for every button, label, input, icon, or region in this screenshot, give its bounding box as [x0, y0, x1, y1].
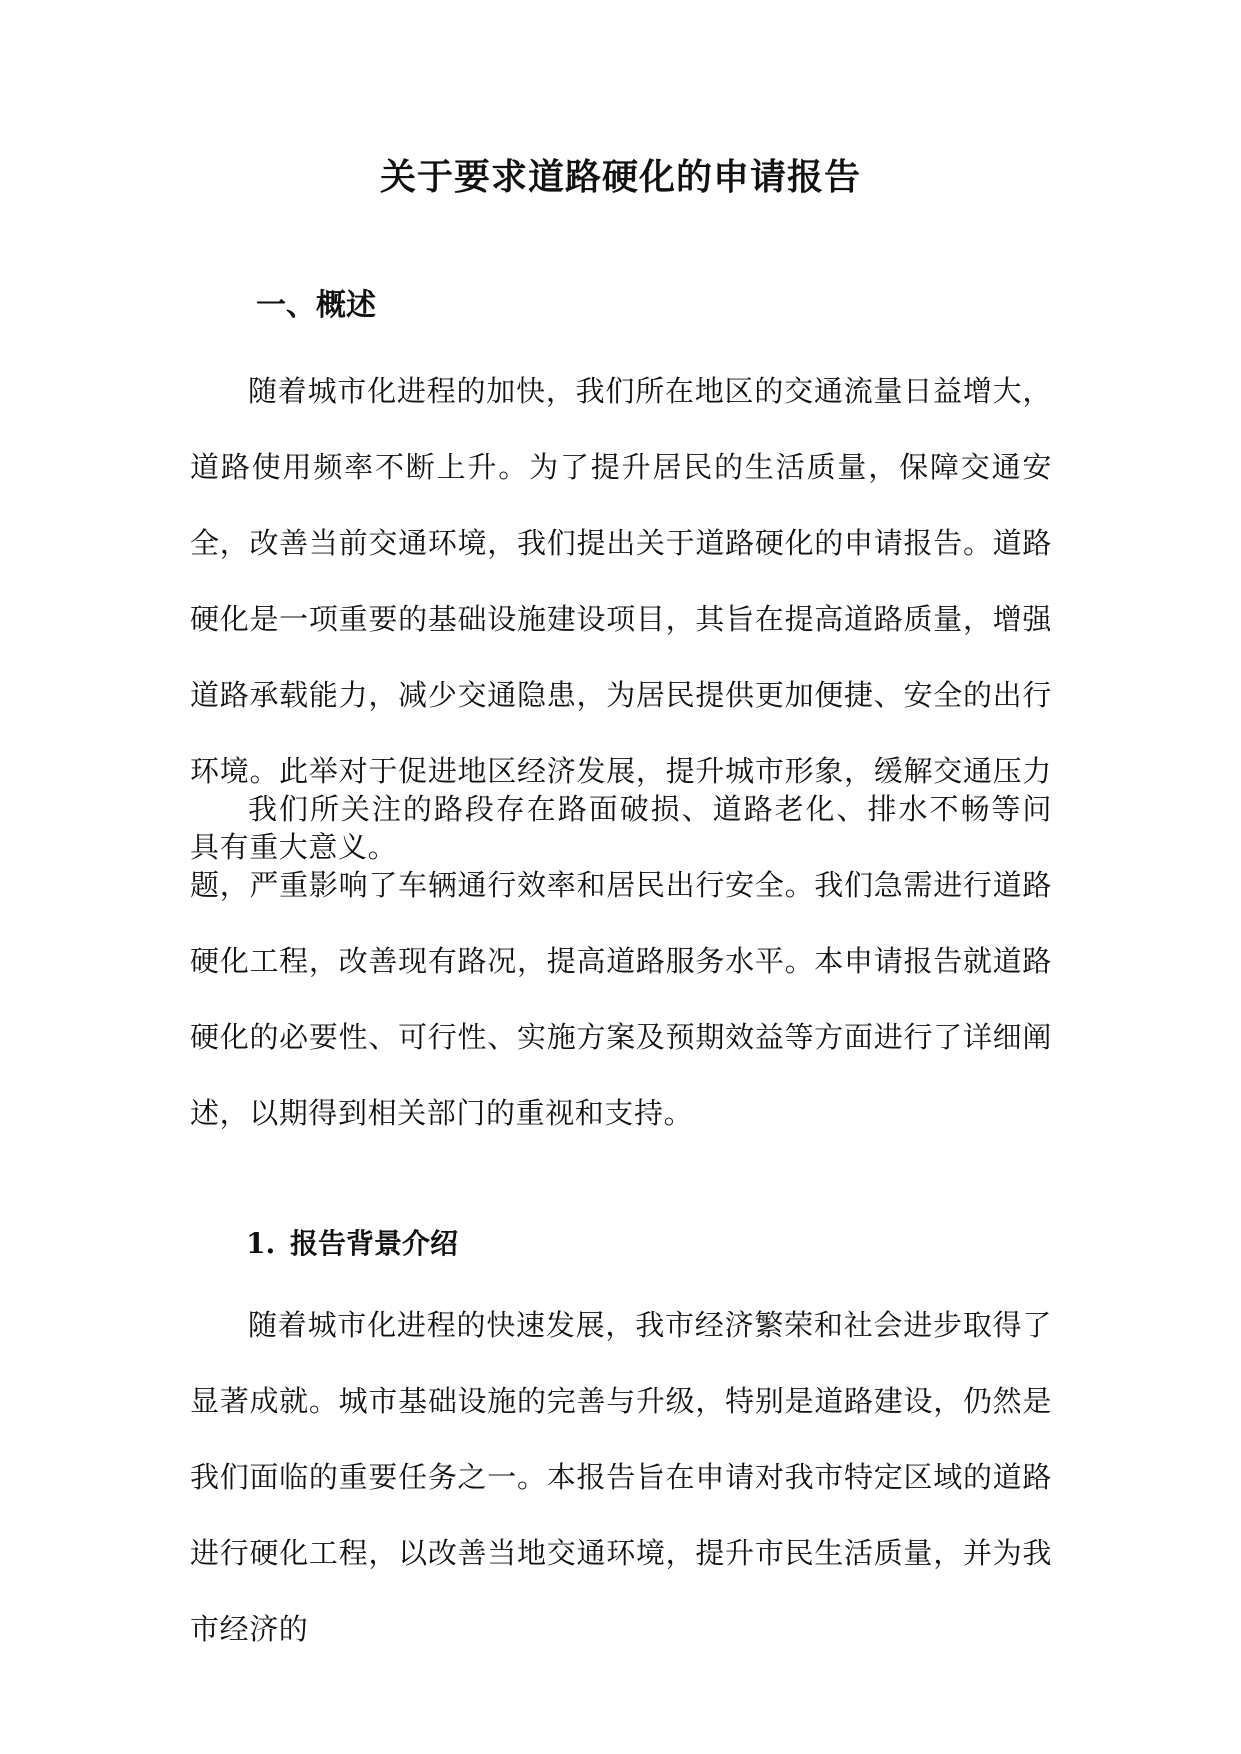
- body-paragraph: 随着城市化进程的加快，我们所在地区的交通流量日益增大，道路使用频率不断上升。为了提升居民的生活质量，保障交通安全，改善当前交通环境，我们提出关于道路硬化的申请报告。道路硬化是一项重要的基础设施建设项目，其旨在提高道路质量，增强道路承载能力，减少交通隐患，为居民提供更加便捷、安全的出行环境。此举对于促进地区经济发展，提升城市形象，缓解交通压力具有重大意义。: [190, 374, 1052, 864]
- subsection-heading-background: [246, 1222, 458, 1266]
- section-heading-overview: 一、概述: [256, 288, 376, 323]
- subsection-number: 1.: [246, 1227, 276, 1260]
- subsection-title: 报告背景介绍: [290, 1227, 459, 1260]
- body-paragraph: 我们所关注的路段存在路面破损、道路老化、排水不畅等问题，严重影响了车辆通行效率和居民出行安全。我们急需进行道路硬化工程，改善现有路况，提高道路服务水平。本申请报告就道路硬化的必要性、可行性、实施方案及预期效益等方面进行了详细阐述，以期得到相关部门的重视和支持。: [190, 792, 1052, 1130]
- document-title: 关于要求道路硬化的申请报告: [379, 156, 861, 198]
- body-paragraph: 随着城市化进程的快速发展，我市经济繁荣和社会进步取得了显著成就。城市基础设施的完善与升级，特别是道路建设，仍然是我们面临的重要任务之一。本报告旨在申请对我市特定区域的道路进行硬化工程，以改善当地交通环境，提升市民生活质量，并为我市经济的: [190, 1308, 1052, 1646]
